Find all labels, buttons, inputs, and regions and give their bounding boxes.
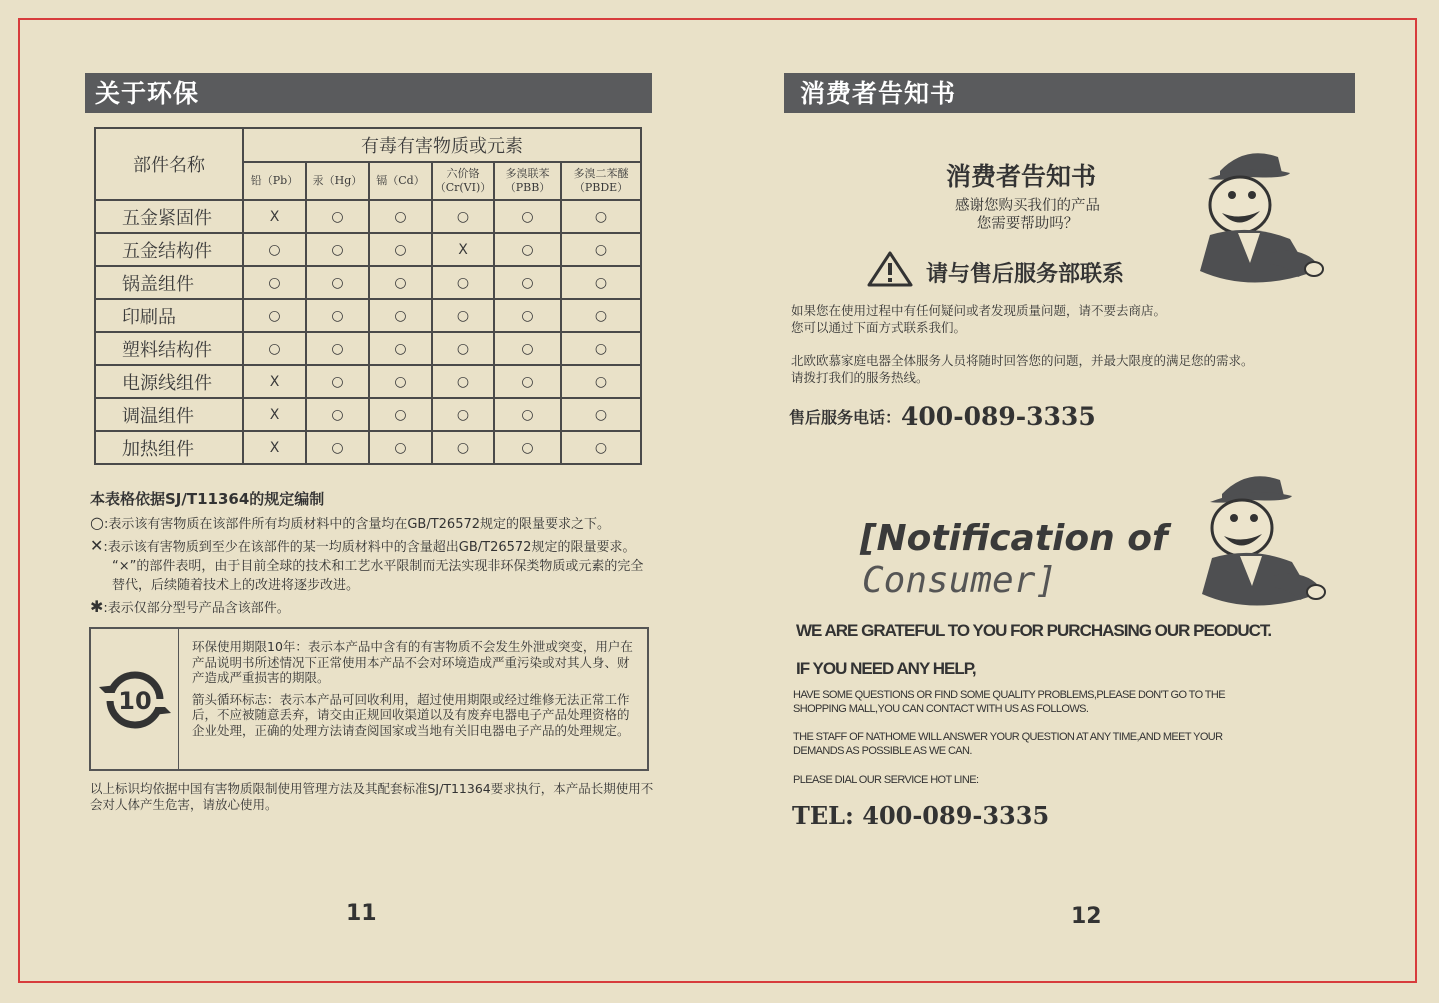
x-symbol: ✕ <box>90 536 104 555</box>
cn-paragraph-1 <box>791 302 1331 336</box>
column-header: 六价铬（Cr(VI)） <box>432 162 494 200</box>
eco-period-10-icon <box>97 665 173 735</box>
page-number-right: 12 <box>1071 904 1102 929</box>
substance-cell: ○ <box>432 431 494 464</box>
substance-cell: X <box>243 431 306 464</box>
phone-label: 售后服务电话： <box>789 408 902 427</box>
substance-cell: ○ <box>306 431 369 464</box>
substance-cell: ○ <box>561 266 641 299</box>
note-circle <box>90 513 650 534</box>
part-name-cell: 塑料结构件 <box>95 332 243 365</box>
service-phone-cn <box>789 402 1096 431</box>
table-row <box>95 398 641 431</box>
part-name-header: 部件名称 <box>95 128 243 200</box>
substance-cell: ○ <box>306 200 369 233</box>
cn-paragraph-2 <box>791 352 1331 386</box>
note-x-text-2: “×”的部件表明，由于目前全球的技术和工艺水平限制而无法实现非环保类物质或元素的完全替代，后续随着技术上的改进将逐步改进。 <box>112 559 644 593</box>
phone-number: 400-089-3335 <box>901 402 1096 431</box>
column-header: 汞（Hg） <box>306 162 369 200</box>
hazardous-substance-table <box>94 127 642 465</box>
column-header: 多溴联苯（PBB） <box>494 162 561 200</box>
thanks-text: 感谢您购买我们的产品 <box>955 198 1100 214</box>
help-question-text: 您需要帮助吗？ <box>976 216 1079 232</box>
substance-cell: ○ <box>432 299 494 332</box>
salesman-mascot-icon <box>1190 143 1325 288</box>
substance-cell: ○ <box>369 299 432 332</box>
substance-cell: ○ <box>494 332 561 365</box>
substance-cell: ○ <box>432 365 494 398</box>
eco-logo-number: 10 <box>118 687 152 715</box>
notification-title-line1: [Notification of <box>860 518 1168 559</box>
substance-cell: ○ <box>306 332 369 365</box>
column-header: 铅（Pb） <box>243 162 306 200</box>
table-row <box>95 365 641 398</box>
table-row <box>95 233 641 266</box>
substance-cell: ○ <box>494 365 561 398</box>
section-title-consumer: 消费者告知书 <box>784 73 1355 113</box>
page-number-left: 11 <box>346 901 377 926</box>
en-paragraph-3: PLEASE DIAL OUR SERVICE HOT LINE: <box>793 774 979 786</box>
substance-cell: ○ <box>432 200 494 233</box>
table-row <box>95 200 641 233</box>
column-header: 多溴二苯醚（PBDE） <box>561 162 641 200</box>
circle-symbol: ○ <box>90 513 104 532</box>
notes-title: 本表格依据SJ/T11364的规定编制 <box>90 490 325 508</box>
cn-paragraph-2-line2: 请拨打我们的服务热线。 <box>791 370 929 385</box>
substance-cell: ○ <box>494 299 561 332</box>
substance-cell: ○ <box>494 398 561 431</box>
substance-cell: ○ <box>306 266 369 299</box>
part-name-cell: 电源线组件 <box>95 365 243 398</box>
note-star-text: :表示仅部分型号产品含该部件。 <box>103 601 290 616</box>
substance-cell: ○ <box>306 398 369 431</box>
substance-cell: ○ <box>561 365 641 398</box>
substance-cell: ○ <box>432 332 494 365</box>
substance-cell: ○ <box>243 299 306 332</box>
substance-cell: ○ <box>561 431 641 464</box>
eco-info-box <box>89 627 649 771</box>
part-name-cell: 加热组件 <box>95 431 243 464</box>
substance-cell: ○ <box>243 233 306 266</box>
substance-cell: ○ <box>494 200 561 233</box>
part-name-cell: 印刷品 <box>95 299 243 332</box>
substance-cell: ○ <box>369 365 432 398</box>
substance-group-header: 有毒有害物质或元素 <box>243 128 641 162</box>
substance-cell: ○ <box>494 431 561 464</box>
substance-cell: ○ <box>369 200 432 233</box>
substance-cell: ○ <box>369 266 432 299</box>
part-name-cell: 五金紧固件 <box>95 200 243 233</box>
part-name-cell: 锅盖组件 <box>95 266 243 299</box>
substance-cell: ○ <box>369 332 432 365</box>
table-row <box>95 266 641 299</box>
part-name-cell: 五金结构件 <box>95 233 243 266</box>
recycle-paragraph: 箭头循环标志：表示本产品可回收利用，超过使用期限或经过维修无法正常工作后，不应被随意丢弃，请交由正规回收渠道以及有废弃电器电子产品处理资格的企业处理，正确的处理方法请查阅国家或当地有关旧电器电子产品的处理规定。 <box>192 691 630 738</box>
en-paragraph-2: THE STAFF OF NATHOME WILL ANSWER YOUR QUESTION AT ANY TIME,AND MEET YOUR DEMANDS AS POSSIBLE AS WE CAN. <box>793 731 1223 757</box>
substance-cell: ○ <box>432 398 494 431</box>
substance-cell: ○ <box>369 233 432 266</box>
note-x-text: :表示该有害物质到至少在该部件的某一均质材料中的含量超出GB/T26572规定的限量要求。 <box>103 540 636 555</box>
substance-cell: ○ <box>306 365 369 398</box>
en-help-line: IF YOU NEED ANY HELP, <box>796 659 976 678</box>
substance-cell: X <box>243 365 306 398</box>
substance-cell: ○ <box>561 332 641 365</box>
cn-paragraph-1-line2: 您可以通过下面方式联系我们。 <box>791 320 967 335</box>
salesman-mascot-icon <box>1192 466 1327 611</box>
cn-paragraph-2-line1: 北欧欧慕家庭电器全体服务人员将随时回答您的问题，并最大限度的满足您的需求。 <box>791 353 1254 368</box>
notification-title-line2: Consumer] <box>862 560 1058 601</box>
box-divider <box>178 629 179 769</box>
substance-cell: ○ <box>561 299 641 332</box>
eco-period-paragraph: 环保使用期限10年：表示本产品中含有的有害物质不会发生外泄或突变，用户在产品说明书所述情况下正常使用本产品不会对环境造成严重污染或对其人身、财产造成严重损害的期限。 <box>192 639 633 685</box>
substance-cell: ○ <box>243 266 306 299</box>
substance-cell: ○ <box>306 233 369 266</box>
consumer-notice-title: 消费者告知书 <box>946 162 1097 191</box>
substance-cell: ○ <box>432 266 494 299</box>
note-star <box>90 597 650 618</box>
en-grateful-line: WE ARE GRATEFUL TO YOU FOR PURCHASING OUR PEODUCT. <box>796 621 1272 640</box>
consumer-subtitle <box>915 197 1140 233</box>
substance-cell: ○ <box>561 398 641 431</box>
section-title-environment: 关于环保 <box>85 73 652 113</box>
note-circle-text: :表示该有害物质在该部件所有均质材料中的含量均在GB/T26572规定的限量要求之下。 <box>103 517 611 532</box>
en-paragraph-1: HAVE SOME QUESTIONS OR FIND SOME QUALITY PROBLEMS,PLEASE DON'T GO TO THE SHOPPING MALL,YOU CAN CONTACT WITH US AS FOLLOWS. <box>793 689 1226 715</box>
substance-cell: X <box>432 233 494 266</box>
note-x <box>90 536 650 595</box>
footer-note: 以上标识均依据中国有害物质限制使用管理方法及其配套标准SJ/T11364要求执行，本产品长期使用不会对人体产生危害，请放心使用。 <box>90 781 654 812</box>
substance-cell: X <box>243 398 306 431</box>
part-name-cell: 调温组件 <box>95 398 243 431</box>
contact-service-heading: 请与售后服务部联系 <box>926 262 1125 287</box>
table-row <box>95 299 641 332</box>
cn-paragraph-1-line1: 如果您在使用过程中有任何疑问或者发现质量问题，请不要去商店。 <box>791 303 1167 318</box>
column-header: 镉（Cd） <box>369 162 432 200</box>
en-service-phone: TEL: 400-089-3335 <box>792 801 1050 830</box>
substance-cell: ○ <box>306 299 369 332</box>
eco-box-text <box>192 639 640 744</box>
table-row <box>95 332 641 365</box>
substance-cell: ○ <box>369 398 432 431</box>
substance-cell: ○ <box>369 431 432 464</box>
asterisk-symbol: ✱ <box>90 597 104 616</box>
substance-cell: ○ <box>561 200 641 233</box>
substance-cell: ○ <box>561 233 641 266</box>
substance-cell: ○ <box>243 332 306 365</box>
warning-triangle-icon <box>866 250 914 288</box>
substance-cell: ○ <box>494 233 561 266</box>
substance-cell: X <box>243 200 306 233</box>
substance-cell: ○ <box>494 266 561 299</box>
table-notes <box>90 490 650 620</box>
table-row <box>95 431 641 464</box>
